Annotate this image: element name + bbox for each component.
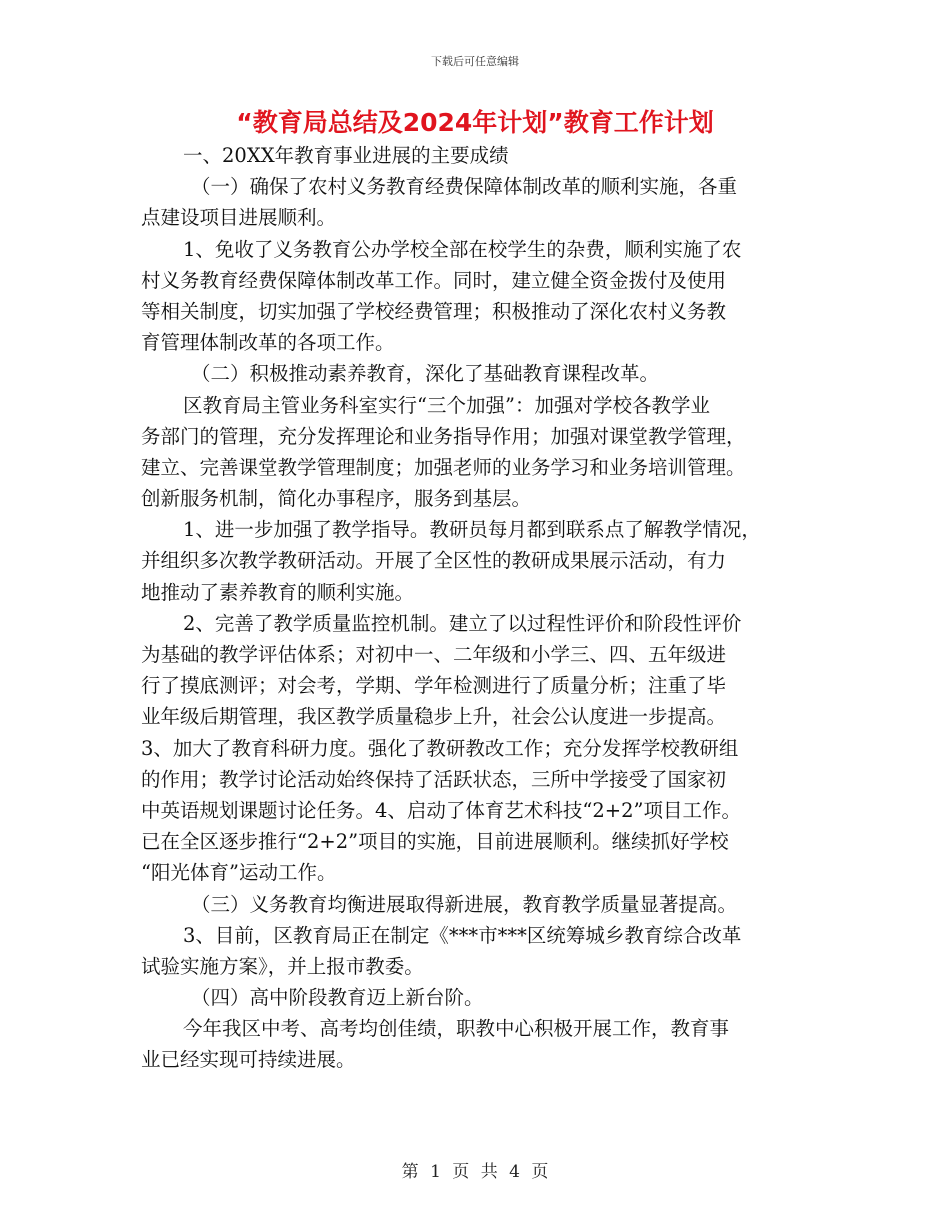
paragraph-line: 行了摸底测评；对会考，学期、学年检测进行了质量分析；注重了毕: [141, 674, 727, 698]
document-title: “教育局总结及2024年计划”教育工作计划: [236, 108, 714, 137]
page-footer: 第 1 页 共 4 页: [401, 1162, 549, 1182]
paragraph-line: 2、完善了教学质量监控机制。建立了以过程性评价和阶段性评价: [183, 611, 742, 635]
paragraph-line: 今年我区中考、高考均创佳绩，职教中心积极开展工作，教育事: [183, 1017, 730, 1041]
paragraph-line: 育管理体制改革的各项工作。: [141, 331, 395, 355]
paragraph-line: 已在全区逐步推行“2+2”项目的实施，目前进展顺利。继续抓好学校: [141, 830, 729, 854]
paragraph-line: 村义务教育经费保障体制改革工作。同时，建立健全资金拨付及使用: [141, 268, 727, 292]
subsection-heading: （四）高中阶段教育迈上新台阶。: [191, 986, 484, 1010]
paragraph-line: 地推动了素养教育的顺利实施。: [141, 580, 415, 604]
paragraph-line: “阳光体育”运动工作。: [141, 861, 337, 885]
paragraph-line: 3、目前，区教育局正在制定《***市***区统筹城乡教育综合改革: [183, 923, 742, 947]
paragraph-line: 区教育局主管业务科室实行“三个加强”：加强对学校各教学业: [183, 393, 710, 417]
paragraph-line: 试验实施方案》，并上报市教委。: [141, 954, 424, 978]
subsection-heading: （三）义务教育均衡进展取得新进展，教育教学质量显著提高。: [191, 892, 738, 916]
subsection-heading: （一）确保了农村义务教育经费保障体制改革的顺利实施，各重: [191, 175, 738, 199]
paragraph-line: 等相关制度，切实加强了学校经费管理；积极推动了深化农村义务教: [141, 299, 727, 323]
document-body: [141, 140, 821, 1076]
paragraph-line: 为基础的教学评估体系；对初中一、二年级和小学三、四、五年级进: [141, 643, 727, 666]
subsection-heading: （二）积极推动素养教育，深化了基础教育课程改革。: [191, 362, 660, 386]
paragraph-line: 点建设项目进展顺利。: [141, 206, 337, 230]
paragraph-line: 1、免收了义务教育公办学校全部在校学生的杂费，顺利实施了农: [183, 237, 742, 261]
paragraph-line: 创新服务机制，简化办事程序，服务到基层。: [141, 487, 532, 511]
paragraph-line: 1、进一步加强了教学指导。教研员每月都到联系点了解教学情况，: [183, 518, 761, 542]
section-heading: 一、20XX年教育事业进展的主要成绩: [183, 144, 509, 167]
paragraph-line: 业年级后期管理，我区教学质量稳步上升，社会公认度进一步提高。: [141, 705, 727, 729]
paragraph-line: 并组织多次教学教研活动。开展了全区性的教研成果展示活动，有力: [141, 549, 727, 573]
header-note: 下载后可任意编辑: [431, 55, 519, 68]
paragraph-line: 中英语规划课题讨论任务。4、启动了体育艺术科技“2+2”项目工作。: [141, 798, 741, 822]
paragraph-line: 3、加大了教育科研力度。强化了教研教改工作；充分发挥学校教研组: [141, 736, 739, 760]
paragraph-line: 的作用；教学讨论活动始终保持了活跃状态，三所中学接受了国家初: [141, 767, 727, 791]
paragraph-line: 建立、完善课堂教学管理制度；加强老师的业务学习和业务培训管理。: [141, 455, 746, 479]
paragraph-line: 务部门的管理，充分发挥理论和业务指导作用；加强对课堂教学管理，: [141, 424, 746, 448]
paragraph-line: 业已经实现可持续进展。: [141, 1048, 356, 1072]
